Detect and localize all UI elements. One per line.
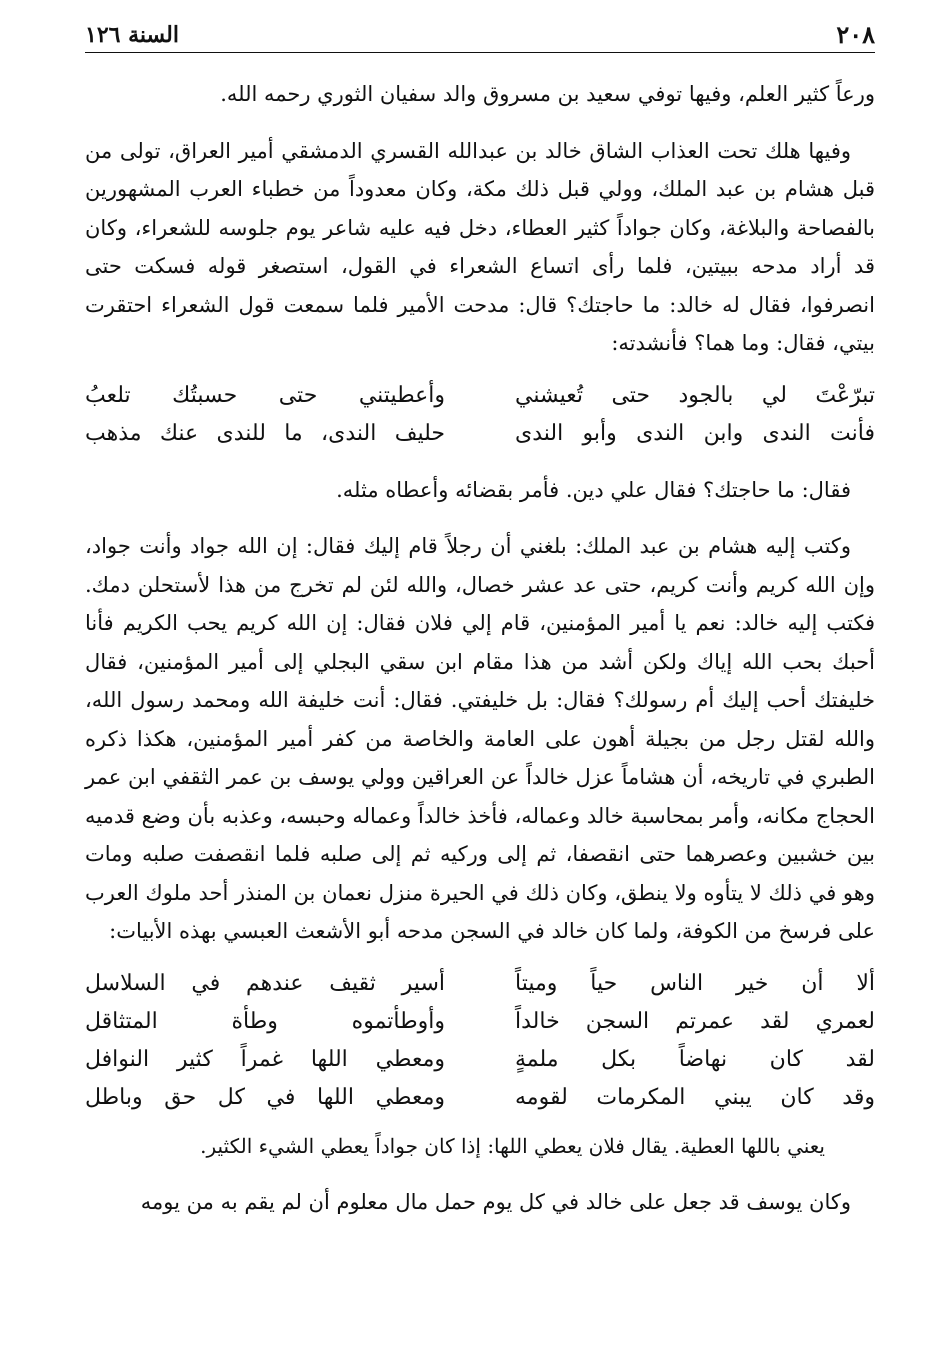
verse-line: [85, 1079, 875, 1117]
year-title: السنة ١٢٦: [85, 22, 179, 48]
verse-first-hemistich: تبرّعْتَ لي بالجود حتى تُعيشني: [515, 382, 875, 408]
verse-first-hemistich: لعمري لقد عمرتم السجن خالداً: [515, 1008, 875, 1034]
verse-second-hemistich: وأوطأتموه وطأة المتثاقل: [85, 1008, 445, 1034]
verse-line: [85, 377, 875, 415]
verse-line: [85, 415, 875, 453]
verse-line: [85, 1003, 875, 1041]
explanatory-note: يعني باللها العطية. يقال فلان يعطي اللها: إذا كان جواداً يعطي الشيء الكثير.: [200, 1133, 825, 1158]
paragraph-1: ورعاً كثير العلم، وفيها توفي سعيد بن مسروق والد سفيان الثوري رحمه الله.: [220, 82, 875, 106]
verse-second-hemistich: أسير ثقيف عندهم في السلاسل: [85, 970, 445, 996]
paragraph-3: فقال: ما حاجتك؟ فقال علي دين. فأمر بقضائه وأعطاه مثله.: [336, 477, 851, 502]
verse-first-hemistich: ألا أن خير الناس حياً وميتاً: [515, 970, 875, 996]
verse-second-hemistich: حليف الندى، ما للندى عنك مذهب: [85, 420, 445, 446]
paragraph-2: وفيها هلك تحت العذاب الشاق خالد بن عبدالله القسري الدمشقي أمير العراق، تولى من قبل هشام بن عبد الملك، وولي قبل ذلك مكة، وكان معدوداً من خطباء العرب المشهورين بالفصاحة والبلاغة، وكان جواداً كثير العطاء، دخل فيه عليه شاعر يوم جلوسه للشعراء، وكان قد أراد مدحه ببيتين، فلما رأى اتساع الشعراء في القول، استصغر قوله فسكت حتى انصرفوا، فقال له خالد: ما حاجتك؟ قال: مدحت الأمير فلما سمعت قول الشعراء احتقرت بيتي، فقال: وما هما؟ فأنشدته:: [85, 138, 875, 355]
verse-line: [85, 965, 875, 1003]
page-number: ٢٠٨: [836, 20, 875, 49]
paragraph-6: وكان يوسف قد جعل على خالد في كل يوم حمل مال معلوم أن لم يقم به من يومه: [140, 1189, 851, 1214]
verse-block-2: [85, 965, 875, 1117]
page-header: [85, 18, 875, 53]
verse-line: [85, 1041, 875, 1079]
book-page: [85, 18, 875, 1221]
paragraph-4: وكتب إليه هشام بن عبد الملك: بلغني أن رجلاً قام إليك فقال: إن الله جواد وأنت جواد، وإن الله كريم وأنت كريم، حتى عد عشر خصال، والله لئن لم تخرج من هذا لأستحلن دمك. فكتب إليه خالد: نعم يا أمير المؤمنين، قام إلي فلان فقال: إن الله كريم يحب الكريم فأنا أحبك بحب الله إياك ولكن أشد من هذا مقام ابن سقي البجلي إلى أمير المؤمنين، فقال خليفتك أحب إليك أم رسولك؟ فقال: بل خليفتي. فقال: أنت خليفة الله ومحمد رسول الله، والله لقتل رجل من بجيلة أهون على العامة والخاصة من كفر أمير المؤمنين، هكذا ذكره الطبري في تاريخه، أن هشاماً عزل خالداً عن العراقين وولي يوسف بن عمر الثقفي ابن عمر الحجاج مكانه، وأمر بمحاسبة خالد وعماله، فأخذ خالداً وعماله وحبسه، وعذبه بأن وضع قدميه بين خشبين وعصرهما حتى انقصفا، ثم إلى وركيه ثم إلى صلبه فلما انقصفت صلبه ومات وهو في ذلك لا يتأوه ولا ينطق، وكان ذلك في الحيرة منزل نعمان بن المنذر أحد ملوك العرب على فرسخ من الكوفة، ولما كان خالد في السجن مدحه أبو الأشعث العبسي بهذه الأبيات:: [85, 534, 876, 943]
verse-first-hemistich: فأنت الندى وابن الندى وأبو الندى: [515, 420, 875, 446]
verse-block-1: [85, 377, 875, 453]
verse-second-hemistich: وأعطيتني حتى حسبتُك تلعبُ: [85, 382, 445, 408]
verse-first-hemistich: وقد كان يبني المكرمات لقومه: [515, 1084, 875, 1110]
verse-second-hemistich: ومعطي اللها غمراً كثير النوافل: [85, 1046, 445, 1072]
verse-first-hemistich: لقد كان نهاضاً بكل ملمةٍ: [515, 1046, 875, 1072]
verse-second-hemistich: ومعطي اللها في كل حق وباطل: [85, 1084, 445, 1110]
